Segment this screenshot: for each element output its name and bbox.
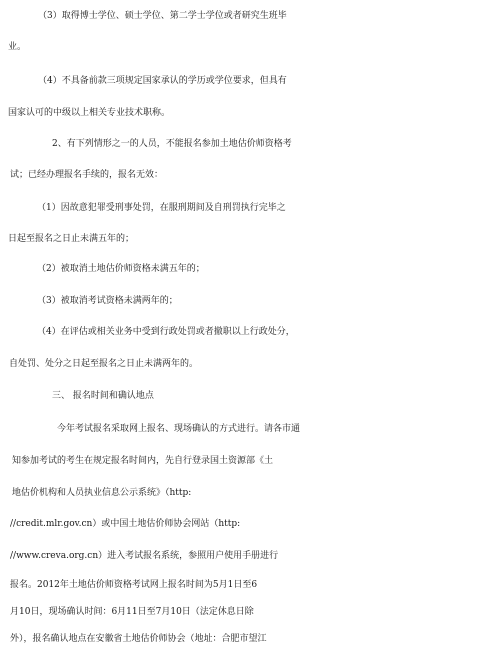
section-heading: 三、 报名时间和确认地点 <box>52 391 154 401</box>
text-line: 外），报名确认地点在安徽省土地估价师协会（地址：合肥市望江 <box>10 634 267 644</box>
text-line: 2、有下列情形之一的人员，不能报名参加土地估价师资格考 <box>52 139 292 149</box>
text-line: 自处罚、处分之日起至报名之日止未满两年的。 <box>9 359 199 369</box>
text-line: （3）取得博士学位、硕士学位、第二学士学位或者研究生班毕 <box>38 11 287 21</box>
text-line: 国家认可的中级以上相关专业技术职称。 <box>8 108 171 118</box>
text-line: 业。 <box>8 42 27 52</box>
text-line: （2）被取消土地估价师资格未满五年的； <box>37 264 205 274</box>
text-line: 知参加考试的考生在规定报名时间内，先自行登录国土资源部《土 <box>12 456 274 466</box>
text-line: 试；已经办理报名手续的，报名无效： <box>10 170 164 180</box>
text-line: （4）在评估或相关业务中受到行政处罚或者撤职以上行政处分， <box>37 327 295 337</box>
text-line: （3）被取消考试资格未满两年的； <box>37 296 178 306</box>
text-line: 日起至报名之日止未满五年的； <box>8 234 135 244</box>
text-line: （1）因故意犯罪受刑事处罚，在服刑期间及自刑罚执行完毕之 <box>37 203 286 213</box>
text-line: 今年考试报名采取网上报名、现场确认的方式进行。请各市通 <box>57 424 301 434</box>
text-line: 地估价机构和人员执业信息公示系统》（http: <box>12 488 192 498</box>
text-line: //www.creva.org.cn）进入考试报名系统，参照用户使用手册进行 <box>10 551 279 561</box>
text-line: 月10日，现场确认时间：6月11日至7月10日（法定休息日除 <box>10 607 254 617</box>
text-line: 报名。2012年土地估价师资格考试网上报名时间为5月1日至6 <box>10 580 258 590</box>
text-line: （4）不具备前款三项规定国家承认的学历或学位要求，但具有 <box>38 76 287 86</box>
text-line: //credit.mlr.gov.cn）或中国土地估价师协会网站（http: <box>10 519 241 529</box>
